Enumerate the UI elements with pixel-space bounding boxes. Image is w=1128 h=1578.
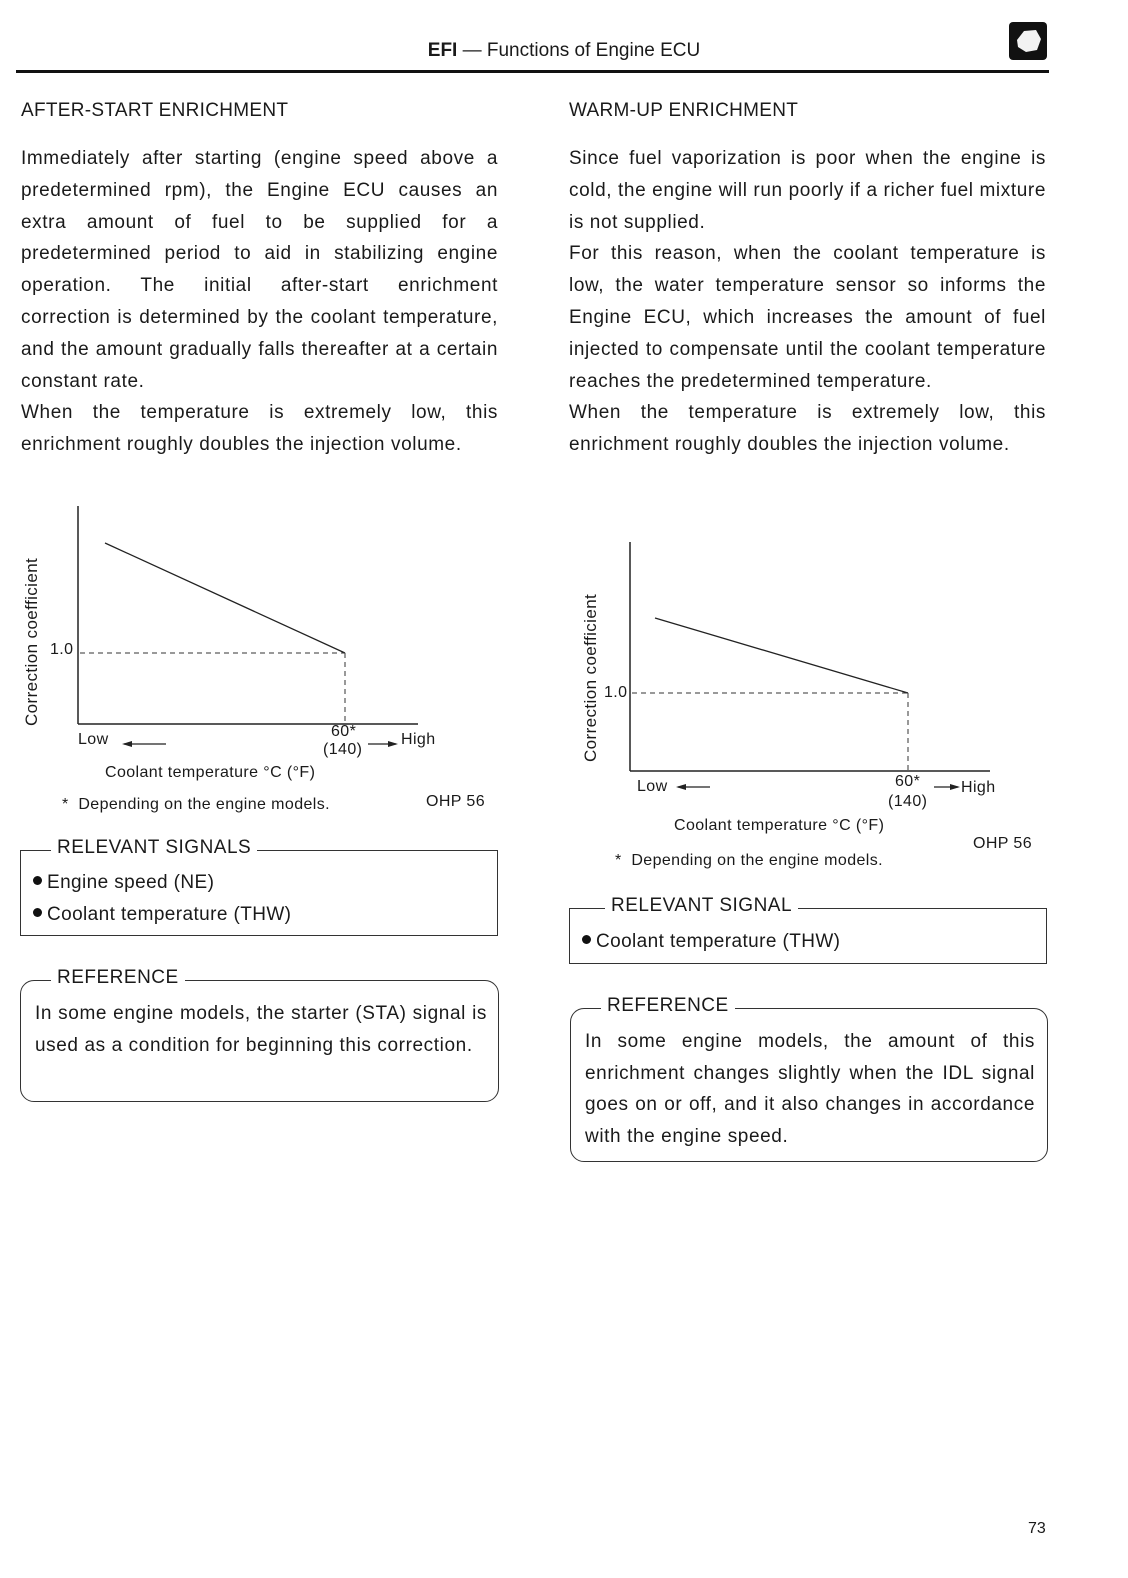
left-chart-low: Low <box>78 731 109 748</box>
left-chart-xtick-f: (140) <box>323 741 363 758</box>
left-reference-title: REFERENCE <box>51 967 185 989</box>
header-divider <box>16 70 1049 73</box>
left-chart-high: High <box>401 731 436 748</box>
right-section-title: WARM-UP ENRICHMENT <box>569 100 799 121</box>
left-chart-xtick-c: 60* <box>331 723 357 740</box>
page-number: 73 <box>1028 1520 1046 1537</box>
right-reference-title: REFERENCE <box>601 995 735 1017</box>
signal-item-label: Coolant temperature (THW) <box>596 931 841 952</box>
right-paragraph-2: For this reason, when the coolant temperature is low, the water temperature sensor so informs the Engine ECU, which increases the amount of fuel injected to compensate until the coolant temperature reaches the predetermined temperature. <box>569 243 1046 392</box>
left-chart-ylabel: Correction coefficient <box>22 557 41 726</box>
right-chart-low: Low <box>637 778 668 795</box>
left-paragraph-1: Immediately after starting (engine speed above a predetermined rpm), the Engine ECU causes an extra amount of fuel to be supplied for a predetermined period to aid in stabilizing engine operation. The initial after-start enrichment correction is determined by the coolant temperature, and the amount gradually falls thereafter at a certain constant rate. <box>21 148 498 392</box>
signal-item-label: Coolant temperature (THW) <box>47 904 292 925</box>
header-title-bold: EFI <box>427 40 458 61</box>
manual-section-icon <box>1009 22 1047 60</box>
bullet-icon <box>582 935 591 944</box>
right-chart-footnote: * Depending on the engine models. <box>615 852 884 869</box>
left-relevant-signals-box <box>20 837 498 936</box>
left-paragraph-2: When the temperature is extremely low, this enrichment roughly doubles the injection volume. <box>21 402 498 456</box>
right-chart <box>560 530 1060 880</box>
right-chart-ylabel: Correction coefficient <box>581 593 600 762</box>
right-body-text <box>569 143 1046 461</box>
right-chart-ohp-ref: OHP 56 <box>973 835 1033 852</box>
page-header-title <box>0 40 1128 62</box>
right-chart-xlabel: Coolant temperature °C (°F) <box>674 817 885 834</box>
left-signals-title: RELEVANT SIGNALS <box>51 837 257 859</box>
bullet-icon <box>33 908 42 917</box>
right-chart-xtick-c: 60* <box>895 773 921 790</box>
right-chart-high: High <box>961 779 996 796</box>
right-signal-title: RELEVANT SIGNAL <box>605 895 798 917</box>
left-body-text <box>21 143 498 461</box>
right-paragraph-3: When the temperature is extremely low, this enrichment roughly doubles the injection volume. <box>569 402 1046 456</box>
right-reference-box <box>570 995 1048 1162</box>
left-section-title: AFTER-START ENRICHMENT <box>21 100 289 121</box>
right-chart-xtick-f: (140) <box>888 793 928 810</box>
left-chart-xlabel: Coolant temperature °C (°F) <box>105 764 316 781</box>
signal-item <box>33 904 291 926</box>
left-reference-box <box>20 967 499 1102</box>
left-chart <box>0 500 520 830</box>
right-chart-ytick: 1.0 <box>604 684 628 701</box>
right-paragraph-1: Since fuel vaporization is poor when the engine is cold, the engine will run poorly if a richer fuel mixture is not supplied. <box>569 148 1046 233</box>
signal-item <box>33 872 214 894</box>
header-title-rest: — Functions of Engine ECU <box>457 40 701 61</box>
right-reference-text: In some engine models, the amount of this enrichment changes slightly when the IDL signal goes on or off, and it also changes in accordance with the engine speed. <box>585 1031 1035 1147</box>
signal-item <box>582 931 840 953</box>
bullet-icon <box>33 876 42 885</box>
left-chart-ohp-ref: OHP 56 <box>426 793 486 810</box>
left-chart-footnote: * Depending on the engine models. <box>62 796 331 813</box>
signal-item-label: Engine speed (NE) <box>47 872 215 893</box>
right-relevant-signal-box <box>569 895 1047 964</box>
left-reference-text: In some engine models, the starter (STA) signal is used as a condition for beginning this correction. <box>35 1003 487 1056</box>
left-chart-ytick: 1.0 <box>50 641 74 658</box>
